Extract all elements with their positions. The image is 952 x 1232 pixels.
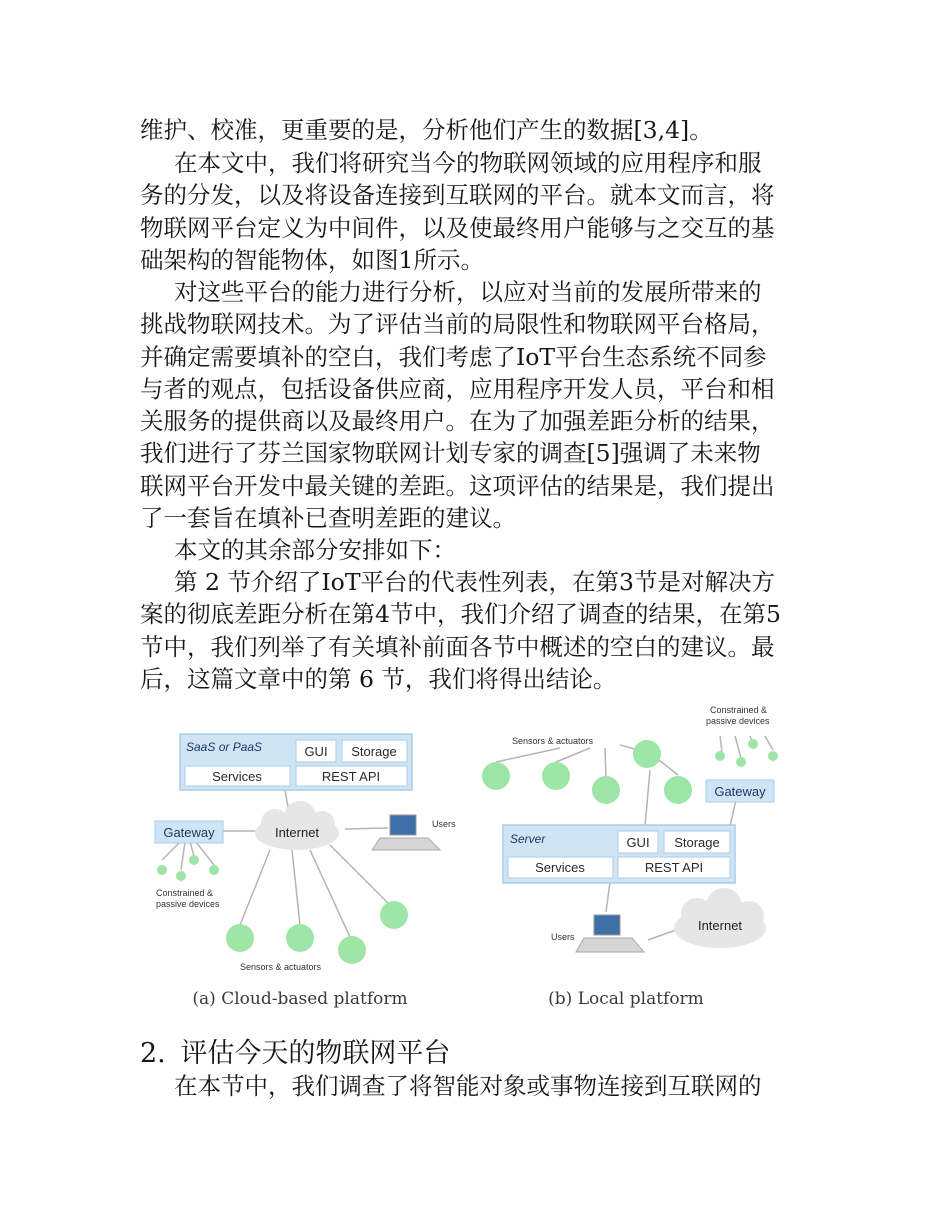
constrained-label-2: passive devices — [156, 899, 220, 909]
b-users-label: Users — [551, 932, 575, 942]
b-users-computer-icon — [576, 915, 644, 952]
section-title: 评估今天的物联网平台 — [180, 1038, 451, 1069]
b-constrained-label-1: Constrained & — [710, 705, 768, 715]
text-line: 关服务的提供商以及最终用户。在为了加强差距分析的结果， — [140, 407, 775, 436]
text-line: 对这些平台的能力进行分析，以应对当前的发展所带来的 — [174, 278, 762, 306]
b-storage-label: Storage — [674, 835, 720, 850]
sensor-nodes — [226, 901, 408, 964]
paragraph-6 — [140, 1070, 820, 1102]
users-computer-icon — [372, 815, 440, 850]
server-label: Server — [510, 832, 546, 846]
internet-label: Internet — [274, 825, 320, 840]
text-line: 节中，我们列举了有关填补前面各节中概述的空白的建议。最 — [140, 632, 775, 661]
section-number: 2. — [140, 1038, 166, 1069]
paragraph-4 — [140, 534, 820, 566]
users-label: Users — [432, 819, 456, 829]
sensors-label: Sensors & actuators — [240, 962, 322, 972]
text-line: 后，这篇文章中的第 6 节，我们将得出结论。 — [140, 664, 617, 693]
text-line: 挑战物联网技术。为了评估当前的局限性和物联网平台格局， — [140, 310, 775, 339]
gui-label: GUI — [304, 744, 328, 759]
text-line: 与者的观点，包括设备供应商，应用程序开发人员，平台和相 — [140, 374, 775, 403]
figure-1 — [0, 700, 952, 1030]
text-line: 维护、校准，更重要的是，分析他们产生的数据[3,4]。 — [140, 116, 713, 144]
services-label: Services — [212, 769, 262, 784]
figure-b — [482, 705, 778, 1009]
b-gui-label: GUI — [626, 835, 650, 850]
b-internet-label: Internet — [697, 918, 743, 933]
storage-label: Storage — [351, 744, 397, 759]
paragraph-2 — [140, 147, 820, 276]
text-line: 本文的其余部分安排如下： — [174, 536, 456, 564]
caption-b: (b) Local platform — [548, 989, 704, 1009]
text-line: 务的分发，以及将设备连接到互联网的平台。就本文而言，将 — [140, 181, 775, 210]
platform-label: SaaS or PaaS — [186, 740, 263, 754]
b-rest-api-label: REST API — [644, 860, 704, 875]
b-gateway-label: Gateway — [714, 784, 766, 799]
text-line: 了一套旨在填补已查明差距的建议。 — [140, 504, 516, 533]
section-heading — [140, 1031, 450, 1070]
text-line: 案的彻底差距分析在第4节中，我们介绍了调查的结果，在第5 — [140, 600, 781, 629]
paragraph-3 — [140, 276, 820, 534]
text-line: 我们进行了芬兰国家物联网计划专家的调查[5]强调了未来物 — [140, 439, 761, 468]
caption-a: (a) Cloud-based platform — [192, 989, 408, 1009]
b-services-label: Services — [535, 860, 585, 875]
text-line: 物联网平台定义为中间件，以及使最终用户能够与之交互的基 — [140, 213, 775, 242]
paragraph-1 — [140, 114, 820, 146]
text-line: 第 2 节介绍了IoT平台的代表性列表，在第3节是对解决方 — [174, 568, 775, 596]
b-constrained-label-2: passive devices — [706, 716, 770, 726]
text-line: 在本文中，我们将研究当今的物联网领域的应用程序和服 — [174, 149, 762, 177]
constrained-label-1: Constrained & — [156, 888, 214, 898]
text-line: 在本节中，我们调查了将智能对象或事物连接到互联网的 — [174, 1072, 762, 1100]
text-line: 础架构的智能物体，如图1所示。 — [140, 245, 484, 274]
paragraph-5 — [140, 566, 820, 695]
gateway-label: Gateway — [163, 825, 215, 840]
rest-api-label: REST API — [321, 769, 381, 784]
text-line: 并确定需要填补的空白，我们考虑了IoT平台生态系统不同参 — [140, 342, 767, 371]
text-line: 联网平台开发中最关键的差距。这项评估的结果是，我们提出 — [140, 471, 775, 500]
figure-a — [155, 734, 456, 1009]
b-sensors-label: Sensors & actuators — [512, 736, 594, 746]
